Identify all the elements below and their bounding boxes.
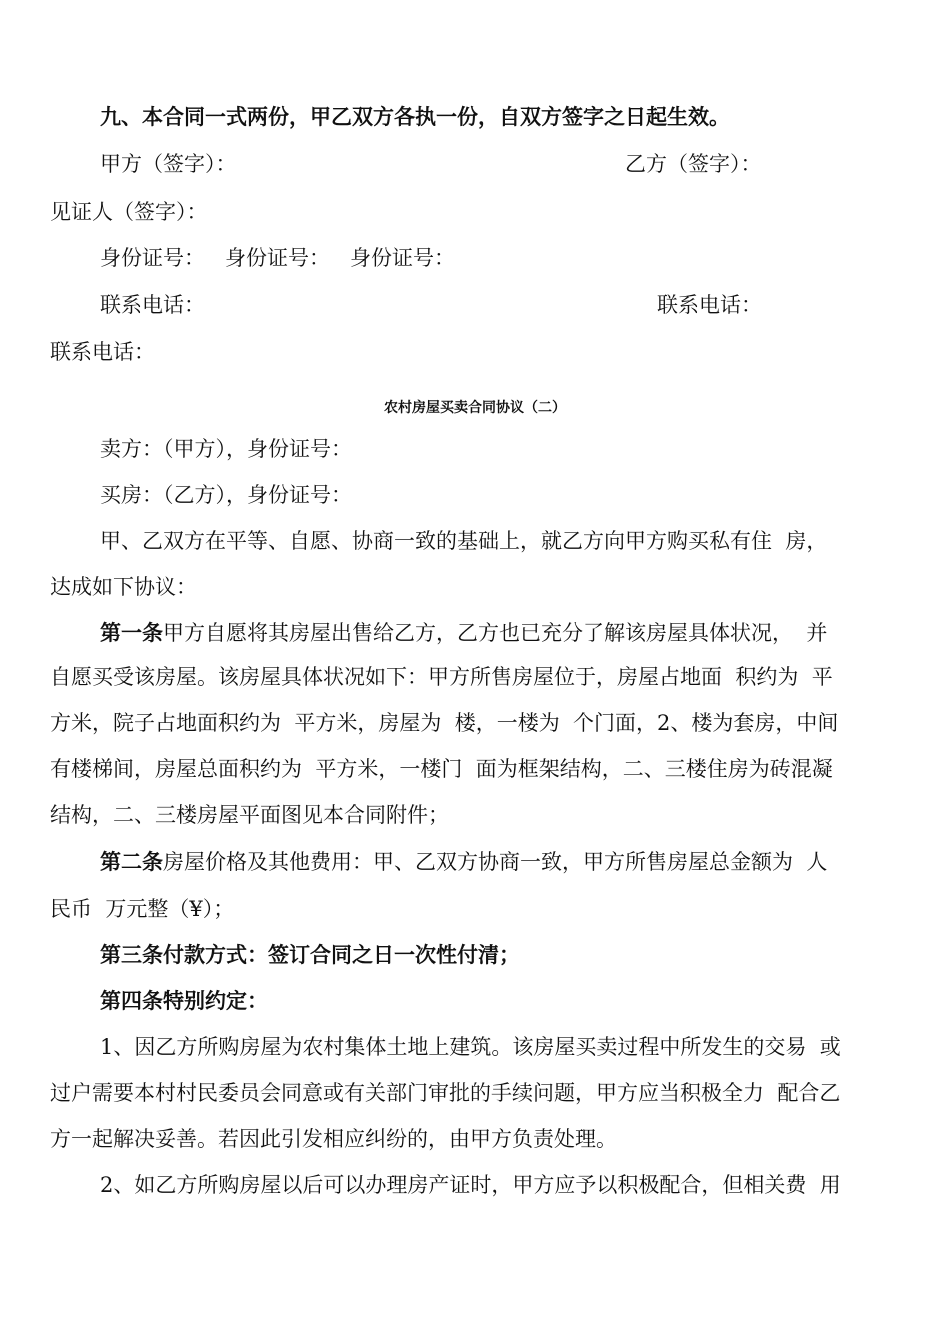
- party-b-signature-label: 乙方（签字）：: [625, 152, 762, 176]
- intro-line-2: 达成如下协议：: [50, 575, 197, 599]
- article-1-line-3: 方米，院子占地面积约为 平方米，房屋为 楼，一楼为 个门面，2、楼为套房，中间: [50, 711, 839, 735]
- buyer-line: 买房：（乙方），身份证号：: [100, 483, 352, 507]
- witness-phone-label: 联系电话：: [50, 340, 155, 364]
- article-1-line-5: 结构，二、三楼房屋平面图见本合同附件；: [50, 803, 449, 827]
- article-2-line-1: [100, 849, 827, 875]
- contract-title: 农村房屋买卖合同协议（二）: [384, 400, 566, 416]
- article-3: 第三条付款方式：签订合同之日一次性付清；: [100, 942, 520, 967]
- clause-9: 九、本合同一式两份，甲乙双方各执一份，自双方签字之日起生效。: [100, 104, 730, 129]
- seller-line: 卖方：（甲方），身份证号：: [100, 437, 352, 461]
- intro-line-1: 甲、乙双方在平等、自愿、协商一致的基础上，就乙方向甲方购买私有住 房，: [100, 529, 828, 553]
- party-a-signature-label: 甲方（签字）：: [100, 152, 237, 176]
- article-4-item-1-line-1: 1、因乙方所购房屋为农村集体土地上建筑。该房屋买卖过程中所发生的交易 或: [100, 1035, 841, 1059]
- witness-signature-label: 见证人（签字）：: [50, 200, 208, 224]
- article-1-text-1: 甲方自愿将其房屋出售给乙方，乙方也已充分了解该房屋具体状况， 并: [163, 621, 828, 645]
- article-1-label: 第一条: [100, 620, 163, 645]
- article-2-label: 第二条: [100, 849, 163, 874]
- article-4-item-2-line-1: 2、如乙方所购房屋以后可以办理房产证时，甲方应予以积极配合，但相关费 用: [100, 1173, 841, 1197]
- article-4-item-1-line-3: 方一起解决妥善。若因此引发相应纠纷的，由甲方负责处理。: [50, 1127, 617, 1151]
- party-a-phone-label: 联系电话：: [100, 293, 205, 317]
- article-1-line-2: 自愿买受该房屋。该房屋具体状况如下：甲方所售房屋位于，房屋占地面 积约为 平: [50, 665, 833, 689]
- article-4-item-1-line-2: 过户需要本村村民委员会同意或有关部门审批的手续问题，甲方应当积极全力 配合乙: [50, 1081, 841, 1105]
- party-b-phone-label: 联系电话：: [657, 293, 762, 317]
- id-number-labels: 身份证号： 身份证号： 身份证号：: [100, 246, 456, 270]
- article-4-heading: 第四条特别约定：: [100, 988, 268, 1013]
- article-2-line-2: 民币 万元整（¥）；: [50, 897, 235, 921]
- article-1-line-1: [100, 620, 827, 646]
- article-1-line-4: 有楼梯间，房屋总面积约为 平方米，一楼门 面为框架结构，二、三楼住房为砖混凝: [50, 757, 833, 781]
- article-2-text-1: 房屋价格及其他费用：甲、乙双方协商一致，甲方所售房屋总金额为 人: [163, 850, 828, 874]
